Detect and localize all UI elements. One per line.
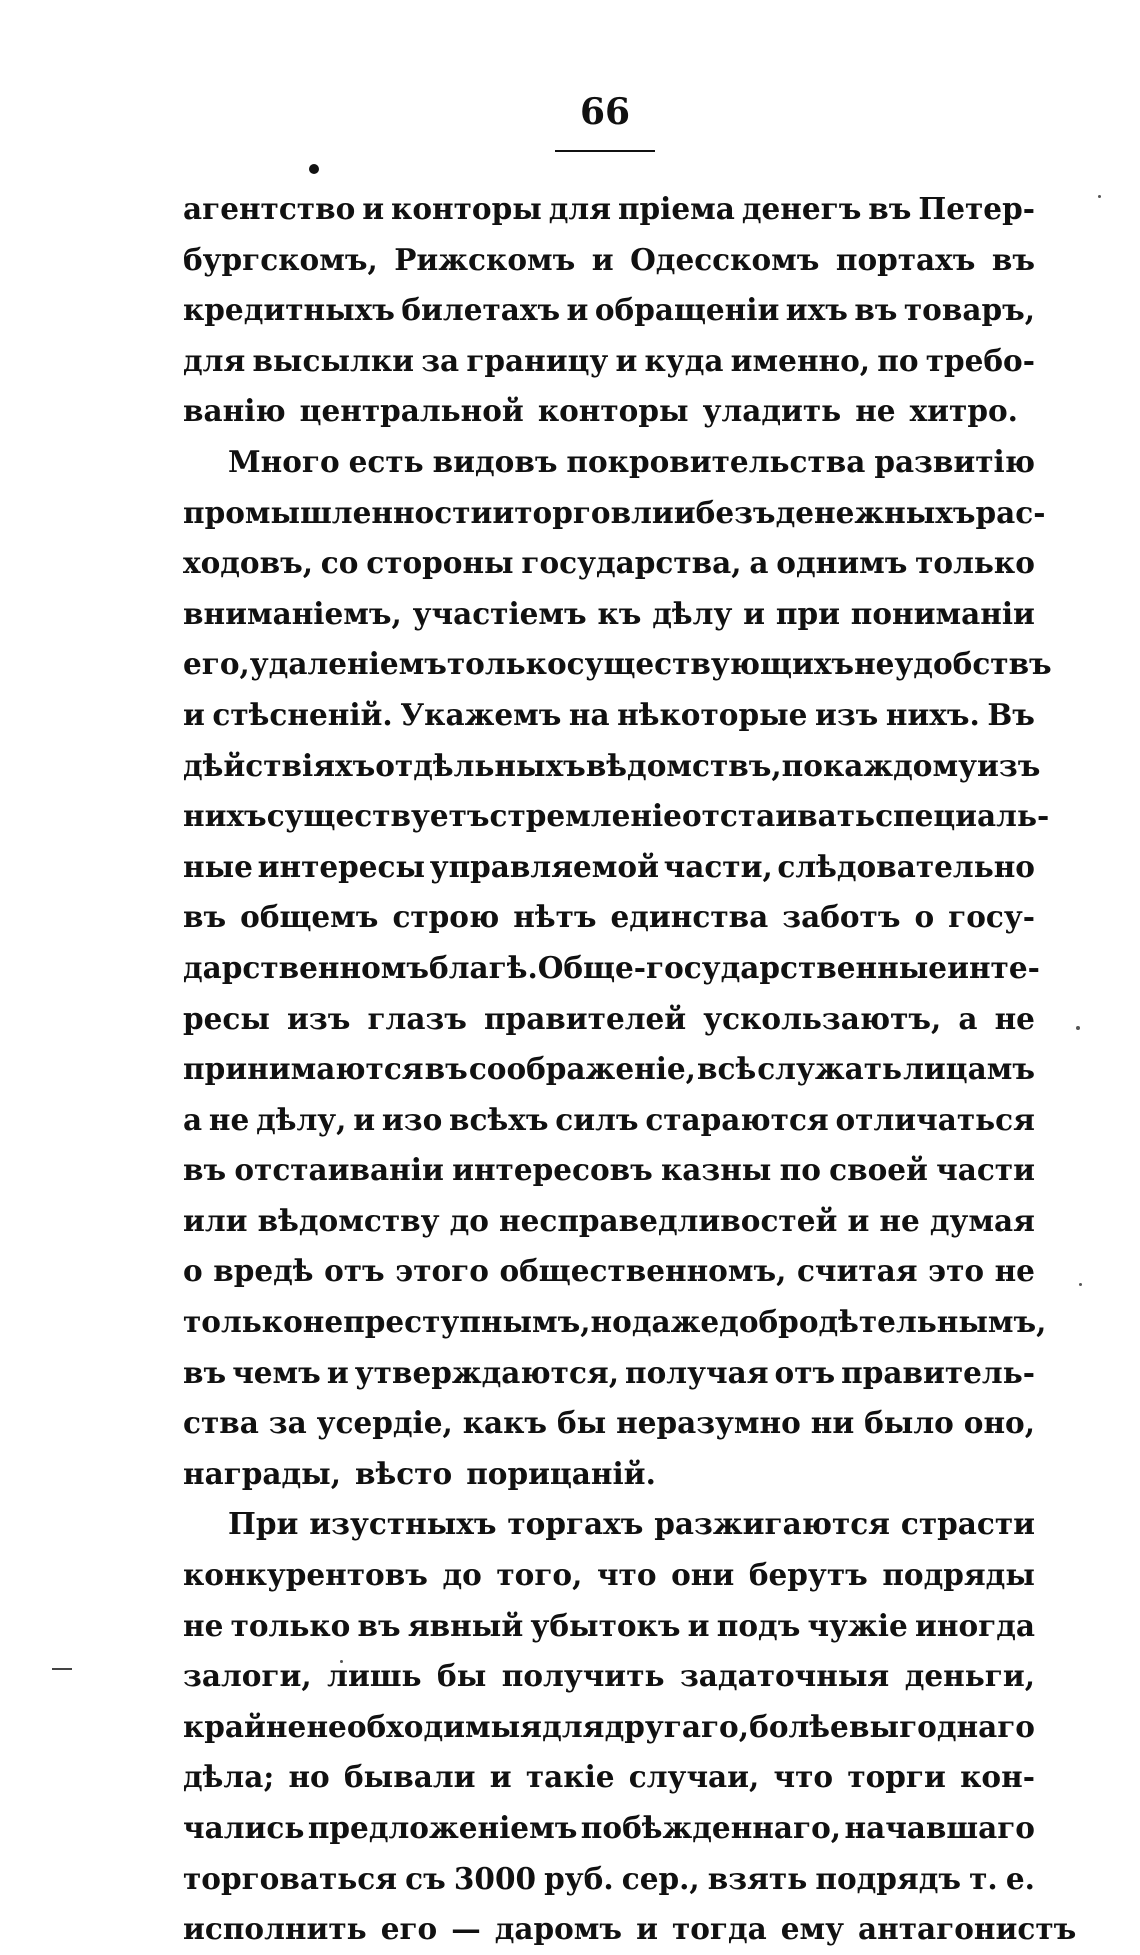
text-line: кредитныхъ билетахъ и обращеніи ихъ въ товаръ, xyxy=(183,292,1035,328)
text-line: ходовъ, со стороны государства, а однимъ только xyxy=(183,545,1035,581)
text-line: При изустныхъ торгахъ разжигаются страсти xyxy=(228,1506,1035,1542)
ink-dot xyxy=(309,164,319,174)
text-line: въ отстаиваніи интересовъ казны по своей части xyxy=(183,1152,1035,1188)
text-line: исполнить его — даромъ и тогда ему антагонистъ xyxy=(183,1911,1077,1947)
text-line: ства за усердіе, какъ бы неразумно ни было оно, xyxy=(183,1405,1035,1441)
ink-speck xyxy=(1098,195,1101,198)
margin-mark xyxy=(52,1668,72,1670)
text-line: или вѣдомству до несправедливостей и не думая xyxy=(183,1202,1035,1238)
page-number-rule xyxy=(555,150,655,152)
ink-speck xyxy=(1079,1283,1082,1286)
text-line: а не дѣлу, и изо всѣхъ силъ стараются отличаться xyxy=(183,1101,1035,1137)
text-line: въ чемъ и утверждаются, получая отъ правитель- xyxy=(183,1354,1035,1390)
text-line: дарственномъ благѣ. Обще-государственные инте- xyxy=(183,949,1040,985)
text-line: Много есть видовъ покровительства развитію xyxy=(228,443,1035,479)
text-line: его, удаленіемъ только существующихъ неудобствъ xyxy=(183,646,1052,682)
text-line: принимаются въ соображеніе, всѣ служать лицамъ xyxy=(183,1051,1035,1087)
text-line: торговаться съ 3000 руб. сер., взять подрядъ т. е. xyxy=(183,1860,1035,1896)
ink-speck xyxy=(1076,1026,1080,1030)
text-line: конкурентовъ до того, что они берутъ подряды xyxy=(183,1557,1035,1593)
text-line: о вредѣ отъ этого общественномъ, считая это не xyxy=(183,1253,1035,1289)
text-line: ресы изъ глазъ правителей ускользаютъ, а не xyxy=(183,1000,1035,1036)
text-line: только не преступнымъ, но даже добродѣтельнымъ, xyxy=(183,1304,1047,1340)
text-line: чались предложеніемъ побѣжденнаго, начавшаго xyxy=(183,1810,1035,1845)
text-line: награды, вѣсто порицаній. xyxy=(183,1455,656,1491)
text-line: въ общемъ строю нѣтъ единства заботъ о госу- xyxy=(183,899,1035,935)
page-number: 66 xyxy=(579,91,631,133)
text-line: агентство и конторы для пріема денегъ въ Петер- xyxy=(183,191,1035,226)
text-line: и стѣсненій. Укажемъ на нѣкоторые изъ нихъ. Въ xyxy=(183,696,1035,732)
paragraph xyxy=(183,1499,1077,1954)
text-line: дѣла; но бывали и такіе случаи, что торги кон- xyxy=(183,1759,1035,1795)
text-line: крайне необходимыя для другаго, болѣе выгоднаго xyxy=(183,1708,1035,1744)
text-line: ные интересы управляемой части, слѣдовательно xyxy=(183,848,1035,884)
text-line: для высылки за границу и куда именно, по требо- xyxy=(183,342,1035,378)
text-line: залоги, лишь бы получить задаточныя деньги, xyxy=(183,1658,1035,1694)
text-line: вниманіемъ, участіемъ къ дѣлу и при пониманіи xyxy=(183,595,1035,631)
paragraph xyxy=(183,437,1052,1499)
text-line: нихъ существуетъ стремленіе отстаивать специаль- xyxy=(183,798,1050,834)
text-line: дѣйствіяхъ отдѣльныхъ вѣдомствъ, по каждому изъ xyxy=(183,747,1041,783)
paragraph xyxy=(183,184,1035,437)
body-text xyxy=(183,184,1077,1955)
text-line: бургскомъ, Рижскомъ и Одесскомъ портахъ въ xyxy=(183,241,1035,277)
text-line: не только въ явный убытокъ и подъ чужіе иногда xyxy=(183,1607,1035,1643)
text-line: ванію центральной конторы уладить не хитро. xyxy=(183,393,1018,429)
text-line: промышленности и торговли и безъ денежныхъ рас- xyxy=(183,494,1046,530)
